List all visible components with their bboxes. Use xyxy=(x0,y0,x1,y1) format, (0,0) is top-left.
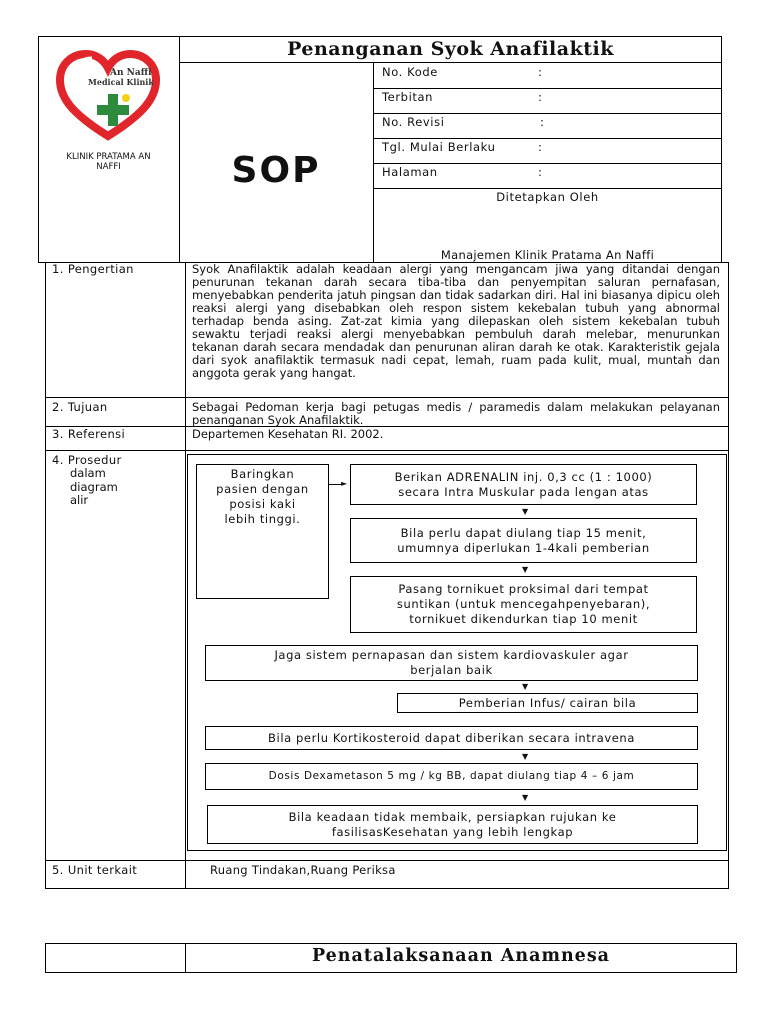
flow-step8-box: Bila keadaan tidak membaik, persiapkan rujukan ke fasilisasKesehatan yang lebih lengkap xyxy=(207,805,698,844)
prosedur-label-line4: alir xyxy=(70,493,89,507)
flow-step3-box: Pasang tornikuet proksimal dari tempat suntikan (untuk mencegahpenyebaran), tornikuet dikendurkan tiap 10 menit xyxy=(350,576,697,633)
flow-step5-box: Pemberian Infus/ cairan bila xyxy=(397,693,698,713)
unit-terkait-text: Ruang Tindakan,Ruang Periksa xyxy=(210,863,396,877)
body-divider xyxy=(185,262,186,889)
meta-terbitan-label: Terbitan xyxy=(382,90,434,104)
meta-kode-label: No. Kode xyxy=(382,65,438,79)
manajemen-label: Manajemen Klinik Pratama An Naffi xyxy=(440,248,655,262)
tujuan-label: 2. Tujuan xyxy=(52,400,108,414)
clinic-name-line1: KLINIK PRATAMA AN xyxy=(66,152,151,162)
flow-start-box: Baringkan pasien dengan posisi kaki lebih tinggi. xyxy=(196,464,329,599)
logo-text-line1: An Naffi xyxy=(110,68,152,78)
arrow-down-icon: ▼ xyxy=(522,565,529,574)
pengertian-label: 1. Pengertian xyxy=(52,262,134,276)
prosedur-label-line3: diagram xyxy=(70,480,118,494)
clinic-name-line2: NAFFI xyxy=(96,162,121,172)
tujuan-text: Sebagai Pedoman kerja bagi petugas medis / paramedis dalam melakukan pelayanan penanganan Syok Anafilaktik. xyxy=(192,400,720,427)
prosedur-label-line2: dalam xyxy=(70,466,106,480)
ditetapkan-oleh: Ditetapkan Oleh xyxy=(496,190,599,204)
referensi-text: Departemen Kesehatan RI. 2002. xyxy=(192,427,384,441)
next-page-title: Penatalaksanaan Anamnesa xyxy=(311,946,611,966)
prosedur-label-line1: 4. Prosedur xyxy=(52,453,122,467)
flow-step6-box: Bila perlu Kortikosteroid dapat diberikan secara intravena xyxy=(205,726,698,750)
clinic-logo xyxy=(56,50,160,142)
document-title: Penanganan Syok Anafilaktik xyxy=(287,38,614,60)
flow-step4-box: Jaga sistem pernapasan dan sistem kardiovaskuler agar berjalan baik xyxy=(205,645,698,681)
meta-tgl-label: Tgl. Mulai Berlaku xyxy=(382,140,496,154)
arrow-right-icon: ► xyxy=(341,479,348,488)
arrow-down-icon: ▼ xyxy=(522,752,529,761)
meta-kode-value: : xyxy=(538,65,542,79)
arrow-down-icon: ▼ xyxy=(522,507,529,516)
sop-label: SOP xyxy=(231,150,321,191)
meta-tgl-value: : xyxy=(538,140,542,154)
meta-revisi-label: No. Revisi xyxy=(382,115,445,129)
header-title-rule xyxy=(179,62,722,63)
arrow-down-icon: ▼ xyxy=(522,793,529,802)
meta-revisi-value: : xyxy=(540,115,544,129)
flow-step7-box: Dosis Dexametason 5 mg / kg BB, dapat diulang tiap 4 – 6 jam xyxy=(205,763,698,790)
flow-step2-box: Bila perlu dapat diulang tiap 15 menit, umumnya diperlukan 1-4kali pemberian xyxy=(350,518,697,563)
flow-step1-box: Berikan ADRENALIN inj. 0,3 cc (1 : 1000) secara Intra Muskular pada lengan atas xyxy=(350,464,697,505)
meta-terbitan-value: : xyxy=(538,90,542,104)
meta-halaman-value: : xyxy=(538,165,542,179)
logo-text-line2: Medical Klinik xyxy=(88,77,154,87)
arrow-down-icon: ▼ xyxy=(522,682,529,691)
referensi-label: 3. Referensi xyxy=(52,427,126,441)
meta-halaman-label: Halaman xyxy=(382,165,438,179)
pengertian-text: Syok Anafilaktik adalah keadaan alergi yang mengancam jiwa yang ditandai dengan penurunan tekanan darah secara tiba-tiba dan penyempitan saluran pernafasan, menyebabkan penderita jatuh pingsan dan tidak sadarkan diri. Hal ini biasanya dipicu oleh reaksi alergi yang disebabkan oleh respon sistem kekebalan tubuh yang abnormal terhadap benda asing. Zat-zat kimia yang dilepaskan oleh sistem kekebalan tubuh sewaktu terjadi reaksi alergi menyebabkan pembuluh darah melebar, menurunkan tekanan darah secara mendadak dan penurunan aliran darah ke otak. Karakteristik gejala dari syok anafilaktik termasuk nadi cepat, lemah, ruam pada kulit, mual, muntah dan anggota gerak yang hangat. xyxy=(192,262,720,380)
unit-terkait-label: 5. Unit terkait xyxy=(52,863,138,877)
